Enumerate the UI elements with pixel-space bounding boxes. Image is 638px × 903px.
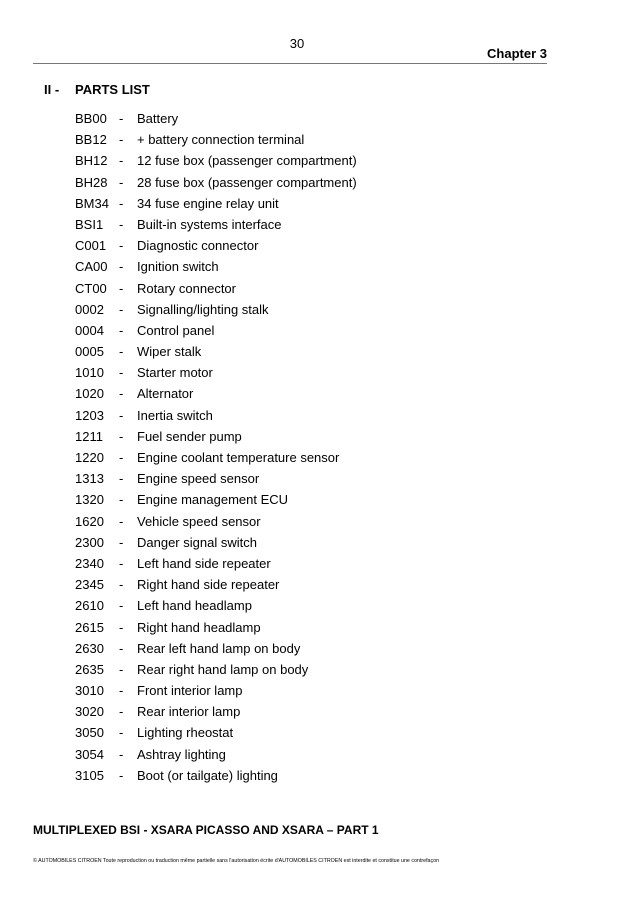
page-number: 30 (289, 36, 305, 51)
part-description: Signalling/lighting stalk (137, 301, 269, 317)
list-item (75, 511, 357, 532)
part-description: Starter motor (137, 365, 213, 381)
part-separator: - (119, 492, 124, 508)
part-description: Left hand headlamp (137, 598, 252, 614)
part-code: 1010 (75, 365, 104, 381)
part-code: BSI1 (75, 216, 104, 232)
part-description: 28 fuse box (passenger compartment) (137, 174, 357, 190)
part-description: Control panel (137, 322, 215, 338)
list-item (75, 468, 357, 489)
list-item (75, 235, 357, 256)
part-separator: - (119, 216, 124, 232)
part-separator: - (119, 238, 124, 254)
part-code: C001 (75, 238, 107, 254)
list-item (75, 638, 357, 659)
part-description: Engine speed sensor (137, 471, 260, 487)
part-code: BH12 (75, 153, 108, 169)
part-description: Rear interior lamp (137, 704, 241, 720)
part-separator: - (119, 598, 124, 614)
part-description: Rotary connector (137, 280, 236, 296)
list-item (75, 278, 357, 299)
part-separator: - (119, 619, 124, 635)
part-code: 2610 (75, 598, 104, 614)
list-item (75, 172, 357, 193)
part-code: 2300 (75, 534, 104, 550)
list-item (75, 256, 357, 277)
list-item (75, 320, 357, 341)
list-item (75, 214, 357, 235)
part-separator: - (119, 513, 124, 529)
part-separator: - (119, 174, 124, 190)
list-item (75, 595, 357, 616)
part-separator: - (119, 746, 124, 762)
part-code: BH28 (75, 174, 108, 190)
part-code: 0002 (75, 301, 104, 317)
part-separator: - (119, 153, 124, 169)
list-item (75, 341, 357, 362)
part-description: Right hand side repeater (137, 577, 280, 593)
part-description: 34 fuse engine relay unit (137, 195, 279, 211)
part-description: Boot (or tailgate) lighting (137, 767, 278, 783)
part-separator: - (119, 577, 124, 593)
part-description: Wiper stalk (137, 344, 202, 360)
part-code: 1020 (75, 386, 104, 402)
part-separator: - (119, 450, 124, 465)
part-description: + battery connection terminal (137, 132, 305, 148)
part-code: 1320 (75, 492, 104, 508)
list-item (75, 108, 357, 129)
list-item (75, 129, 357, 150)
list-item (75, 659, 357, 680)
part-separator: - (119, 661, 124, 677)
part-separator: - (119, 111, 124, 126)
list-item (75, 383, 357, 404)
list-item (75, 680, 357, 701)
part-separator: - (119, 704, 124, 720)
part-code: 2635 (75, 661, 104, 677)
part-description: Vehicle speed sensor (137, 513, 261, 529)
chapter-label: Chapter 3 (487, 46, 547, 61)
section-number: II - (44, 82, 60, 97)
header-divider (33, 63, 547, 64)
part-description: Lighting rheostat (137, 725, 234, 741)
list-item (75, 701, 357, 722)
part-code: BM34 (75, 195, 109, 211)
part-separator: - (119, 365, 124, 381)
list-item (75, 722, 357, 743)
part-description: Front interior lamp (137, 683, 243, 699)
part-code: 1220 (75, 450, 104, 465)
list-item (75, 574, 357, 595)
list-item (75, 193, 357, 214)
parts-list (75, 108, 357, 786)
list-item (75, 426, 357, 447)
part-separator: - (119, 386, 124, 402)
part-separator: - (119, 195, 124, 211)
part-code: 0004 (75, 322, 104, 338)
part-description: Rear left hand lamp on body (137, 640, 301, 656)
part-description: Inertia switch (137, 407, 213, 423)
part-description: Built-in systems interface (137, 216, 282, 232)
list-item (75, 532, 357, 553)
part-code: 1620 (75, 513, 104, 529)
part-separator: - (119, 322, 124, 338)
part-description: Right hand headlamp (137, 619, 261, 635)
list-item (75, 362, 357, 383)
copyright-notice: © AUTOMOBILES CITROËN Toute reproduction ou traduction même partielle sans l'autorisation écrite d'AUTOMOBILES CITROËN est interdite et constitue une contrefaçon (33, 858, 440, 864)
part-separator: - (119, 683, 124, 699)
part-separator: - (119, 428, 124, 444)
list-item (75, 489, 357, 510)
part-separator: - (119, 301, 124, 317)
part-code: BB12 (75, 132, 107, 148)
part-code: 3020 (75, 704, 104, 720)
part-code: BB00 (75, 111, 107, 126)
part-separator: - (119, 471, 124, 487)
part-separator: - (119, 259, 124, 275)
list-item (75, 553, 357, 574)
part-description: Engine management ECU (137, 492, 289, 508)
list-item (75, 617, 357, 638)
part-code: 2615 (75, 619, 104, 635)
part-code: 1313 (75, 471, 104, 487)
part-code: 3010 (75, 683, 104, 699)
part-description: Diagnostic connector (137, 238, 259, 254)
part-description: Ignition switch (137, 259, 219, 275)
part-separator: - (119, 280, 124, 296)
part-separator: - (119, 344, 124, 360)
part-code: 2345 (75, 577, 104, 593)
section-title: PARTS LIST (75, 82, 150, 97)
list-item (75, 405, 357, 426)
part-description: Ashtray lighting (137, 746, 226, 762)
part-separator: - (119, 132, 124, 148)
part-description: Rear right hand lamp on body (137, 661, 309, 677)
part-code: 0005 (75, 344, 104, 360)
part-separator: - (119, 767, 124, 783)
list-item (75, 299, 357, 320)
part-code: 1203 (75, 407, 104, 423)
list-item (75, 150, 357, 171)
part-code: 1211 (75, 428, 103, 444)
part-code: 3050 (75, 725, 104, 741)
footer-title: MULTIPLEXED BSI - XSARA PICASSO AND XSARA – PART 1 (33, 823, 379, 837)
list-item (75, 744, 357, 765)
part-code: CA00 (75, 259, 108, 275)
part-code: 3105 (75, 767, 104, 783)
part-code: 2630 (75, 640, 104, 656)
part-separator: - (119, 555, 124, 571)
part-separator: - (119, 407, 124, 423)
part-description: Fuel sender pump (137, 428, 242, 444)
part-code: CT00 (75, 280, 107, 296)
part-description: Engine coolant temperature sensor (137, 450, 340, 465)
list-item (75, 765, 357, 786)
list-item (75, 447, 357, 468)
part-description: Left hand side repeater (137, 555, 271, 571)
part-description: Danger signal switch (137, 534, 257, 550)
part-separator: - (119, 640, 124, 656)
part-separator: - (119, 534, 124, 550)
part-description: Alternator (137, 386, 194, 402)
part-description: 12 fuse box (passenger compartment) (137, 153, 357, 169)
part-separator: - (119, 725, 124, 741)
part-code: 3054 (75, 746, 104, 762)
part-code: 2340 (75, 555, 104, 571)
part-description: Battery (137, 111, 179, 126)
